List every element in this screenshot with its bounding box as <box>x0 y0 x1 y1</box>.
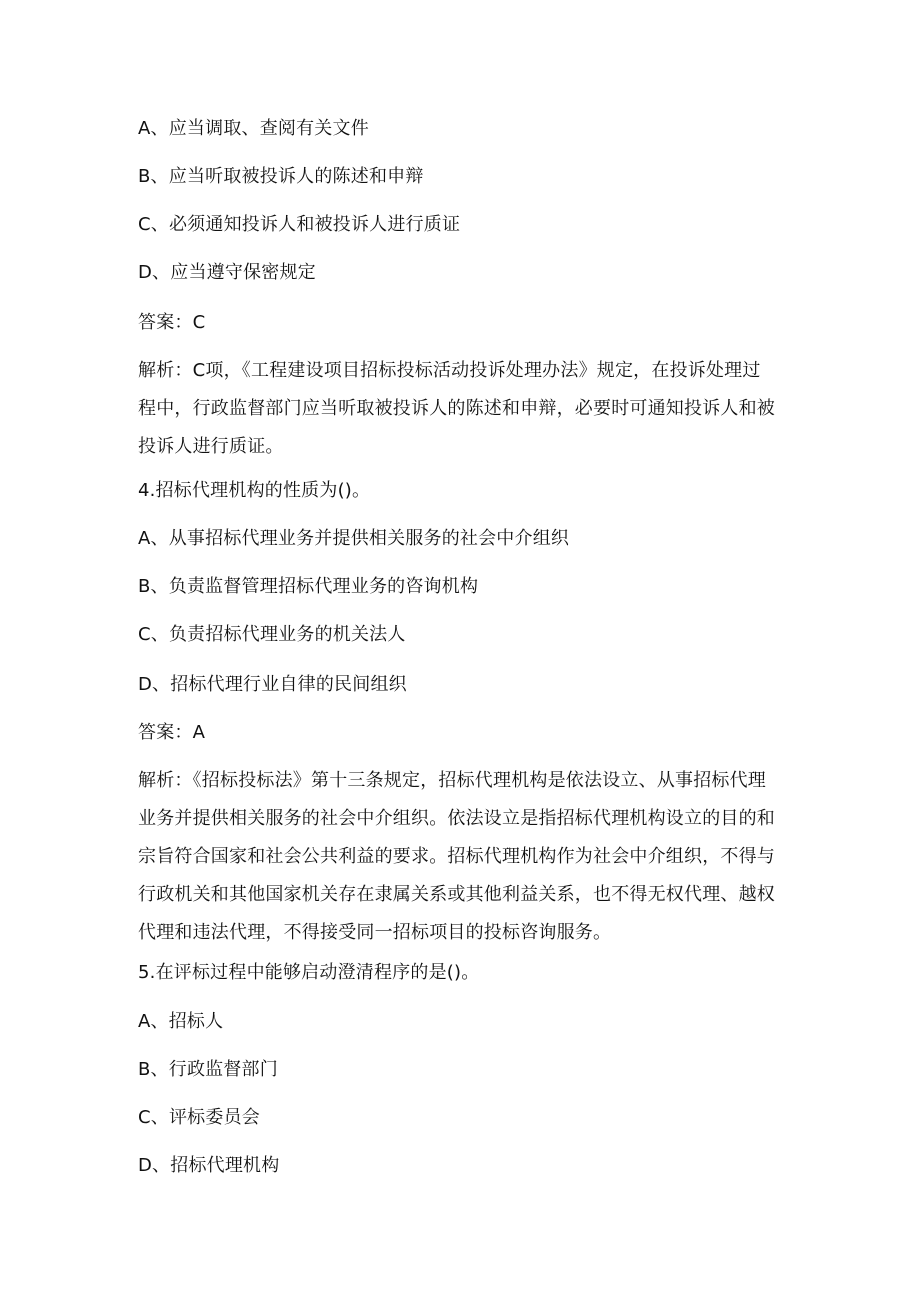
q4-analysis-line: 行政机关和其他国家机关存在隶属关系或其他利益关系，也不得无权代理、越权 <box>138 884 775 905</box>
q3-option-a: A、应当调取、查阅有关文件 <box>138 118 369 139</box>
q3-analysis-line: 投诉人进行质证。 <box>138 436 284 457</box>
q4-question: 4.招标代理机构的性质为()。 <box>138 480 371 501</box>
q3-analysis <box>138 352 788 466</box>
q5-option-b: B、行政监督部门 <box>138 1059 278 1080</box>
q3-option-c: C、必须通知投诉人和被投诉人进行质证 <box>138 214 461 235</box>
q4-analysis-line: 解析：《招标投标法》第十三条规定，招标代理机构是依法设立、从事招标代理 <box>138 770 766 791</box>
q4-option-a: A、从事招标代理业务并提供相关服务的社会中介组织 <box>138 528 570 549</box>
q3-option-b: B、应当听取被投诉人的陈述和申辩 <box>138 166 424 187</box>
q5-question: 5.在评标过程中能够启动澄清程序的是()。 <box>138 962 480 983</box>
q4-option-b: B、负责监督管理招标代理业务的咨询机构 <box>138 576 479 597</box>
q5-option-a: A、招标人 <box>138 1011 224 1032</box>
q4-analysis-line: 宗旨符合国家和社会公共利益的要求。招标代理机构作为社会中介组织，不得与 <box>138 846 775 867</box>
q3-answer: 答案：C <box>138 312 206 333</box>
q5-option-d: D、招标代理机构 <box>138 1155 280 1176</box>
q4-option-c: C、负责招标代理业务的机关法人 <box>138 624 406 645</box>
q5-option-c: C、评标委员会 <box>138 1107 260 1128</box>
q4-option-d: D、招标代理行业自律的民间组织 <box>138 674 407 695</box>
q3-analysis-line: 程中，行政监督部门应当听取被投诉人的陈述和申辩，必要时可通知投诉人和被 <box>138 398 775 419</box>
q4-analysis <box>138 762 788 952</box>
q4-analysis-line: 业务并提供相关服务的社会中介组织。依法设立是指招标代理机构设立的目的和 <box>138 808 775 829</box>
q3-option-d: D、应当遵守保密规定 <box>138 262 316 283</box>
q4-analysis-line: 代理和违法代理，不得接受同一招标项目的投标咨询服务。 <box>138 922 612 943</box>
q4-answer: 答案：A <box>138 722 206 743</box>
q3-analysis-line: 解析：C项，《工程建设项目招标投标活动投诉处理办法》规定，在投诉处理过 <box>138 360 761 381</box>
